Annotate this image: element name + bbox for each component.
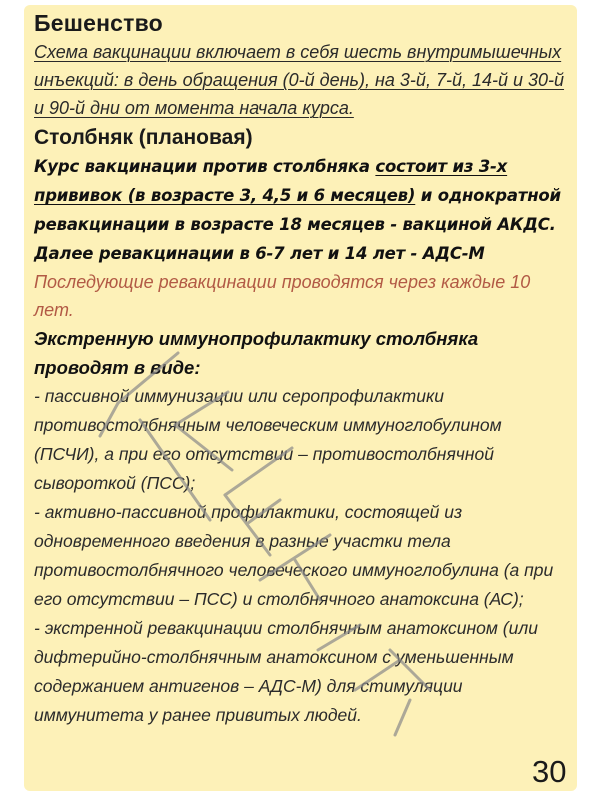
course-text-part3: и однократной ревакцинации в возрасте 18 месяцев - вакциной АКДС. Далее ревакцинации в 6-7 лет и 14 лет - АДС-М: [34, 186, 561, 263]
emergency-prophylaxis-heading: Экстренную иммунопрофилактику столбняка проводят в виде:: [34, 328, 479, 378]
course-text-part1: Курс вакцинации против столбняка: [34, 157, 376, 176]
page-number: 30: [532, 754, 567, 789]
revaccination-note: Последующие ревакцинации проводятся через каждые 10 лет.: [34, 272, 531, 320]
list-item-passive: - пассивной иммунизации или серопрофилактики противостолбнячным человеческим иммуноглобулином (ПСЧИ), а при его отсутствии – противостолбнячной сывороткой (ПСС);: [34, 386, 502, 493]
slide-content: [34, 8, 574, 730]
rabies-schedule-text: Схема вакцинации включает в себя шесть внутримышечных инъекций: в день обращения (0-й день), на 3-й, 7-й, 14-й и 30-й и 90-й дни от момента начала курса.: [34, 42, 565, 118]
list-item-active-passive: - активно-пассивной профилактики, состоящей из одновременного введения в разные участки тела противостолбнячного человеческого иммуноглобулина (а при его отсутствии – ПСС) и столбнячного анатоксина (АС);: [34, 502, 554, 609]
course-text-underlined: состоит из 3-х прививок (в возрасте 3, 4,5 и 6 месяцев): [34, 157, 508, 205]
tetanus-course-text: [34, 152, 574, 268]
tetanus-heading: Столбняк (плановая): [34, 126, 253, 149]
rabies-heading: Бешенство: [34, 10, 163, 36]
list-item-emergency-revaccination: - экстренной ревакцинации столбнячным анатоксином (или дифтерийно-столбнячным анатоксином с уменьшенным содержанием антигенов – АДС-М) для стимуляции иммунитета у ранее привитых людей.: [34, 618, 538, 725]
